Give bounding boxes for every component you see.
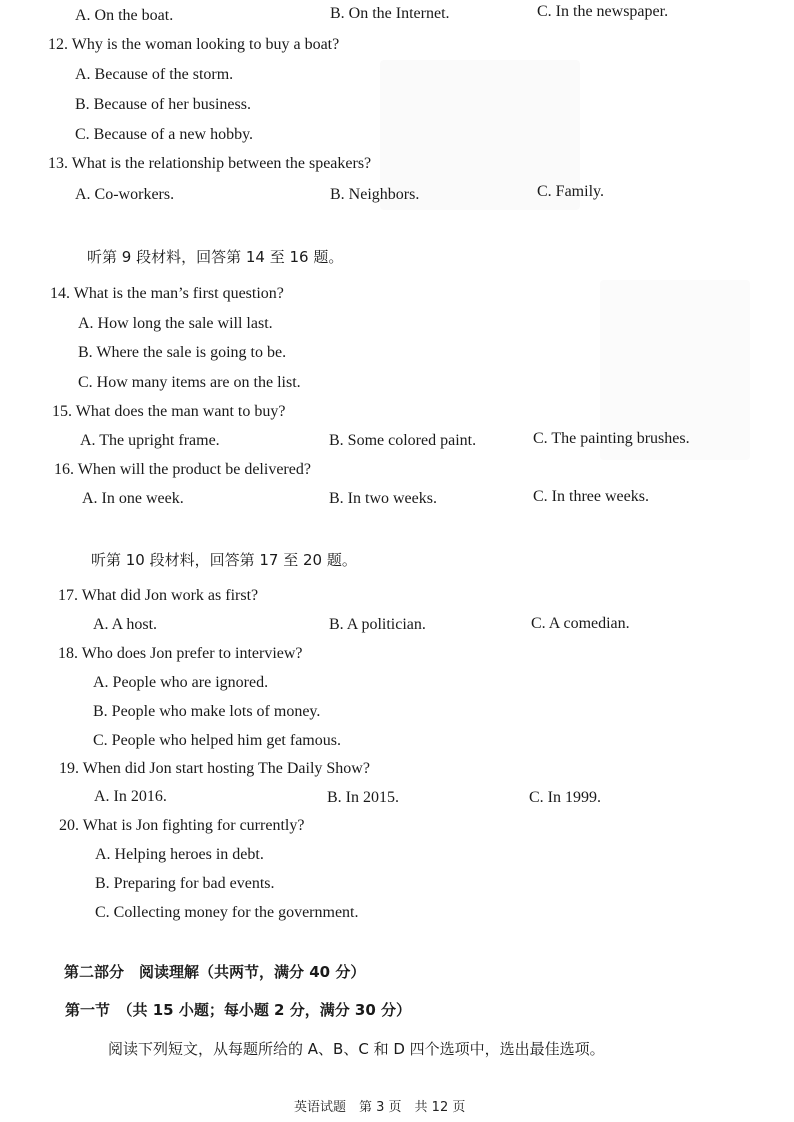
q17-option-c: C. A comedian. [531,615,630,632]
q18-option-a: A. People who are ignored. [93,674,269,691]
q20-option-b: B. Preparing for bad events. [95,875,275,892]
q20-stem: 20. What is Jon fighting for currently? [59,817,305,834]
q19-stem: 19. When did Jon start hosting The Daily Show? [59,760,370,777]
q12-option-a: A. Because of the storm. [75,66,234,83]
q20-option-a: A. Helping heroes in debt. [95,846,264,863]
page-footer: 英语试题 第 3 页 共 12 页 [294,1100,466,1115]
part-2-section-1: 第一节 （共 15 小题；每小题 2 分，满分 30 分） [65,1001,412,1019]
q20-option-c: C. Collecting money for the government. [95,904,359,921]
q16-option-b: B. In two weeks. [329,490,437,507]
q15-stem: 15. What does the man want to buy? [52,403,286,420]
q11-option-a: A. On the boat. [75,7,174,24]
q18-stem: 18. Who does Jon prefer to interview? [58,645,303,662]
q13-option-c: C. Family. [537,183,604,200]
q14-option-a: A. How long the sale will last. [78,315,273,332]
q16-option-a: A. In one week. [82,490,184,507]
q13-option-a: A. Co-workers. [75,186,175,203]
q19-option-c: C. In 1999. [529,789,601,806]
section-9-instruction: 听第 9 段材料，回答第 14 至 16 题。 [87,248,344,266]
q18-option-c: C. People who helped him get famous. [93,732,341,749]
q18-option-b: B. People who make lots of money. [93,703,321,720]
section-10-instruction: 听第 10 段材料，回答第 17 至 20 题。 [91,551,357,569]
part-2-title: 第二部分 阅读理解（共两节，满分 40 分） [64,963,366,981]
q14-stem: 14. What is the man’s first question? [50,285,284,302]
q11-option-b: B. On the Internet. [330,5,450,22]
q17-stem: 17. What did Jon work as first? [58,587,259,604]
q12-option-c: C. Because of a new hobby. [75,126,254,143]
q13-stem: 13. What is the relationship between the speakers? [48,155,372,172]
q16-option-c: C. In three weeks. [533,488,649,505]
q14-option-b: B. Where the sale is going to be. [78,344,287,361]
q17-option-a: A. A host. [93,616,158,633]
q19-option-a: A. In 2016. [94,788,167,805]
q19-option-b: B. In 2015. [327,789,399,806]
q12-stem: 12. Why is the woman looking to buy a boat? [48,36,340,53]
q11-option-c: C. In the newspaper. [537,3,669,20]
q15-option-b: B. Some colored paint. [329,432,477,449]
q17-option-b: B. A politician. [329,616,426,633]
part-2-instruction: 阅读下列短文，从每题所给的 A、B、C 和 D 四个选项中，选出最佳选项。 [108,1040,605,1058]
q14-option-c: C. How many items are on the list. [78,374,301,391]
q15-option-c: C. The painting brushes. [533,430,690,447]
q13-option-b: B. Neighbors. [330,186,420,203]
q16-stem: 16. When will the product be delivered? [54,461,311,478]
q12-option-b: B. Because of her business. [75,96,251,113]
q15-option-a: A. The upright frame. [80,432,220,449]
